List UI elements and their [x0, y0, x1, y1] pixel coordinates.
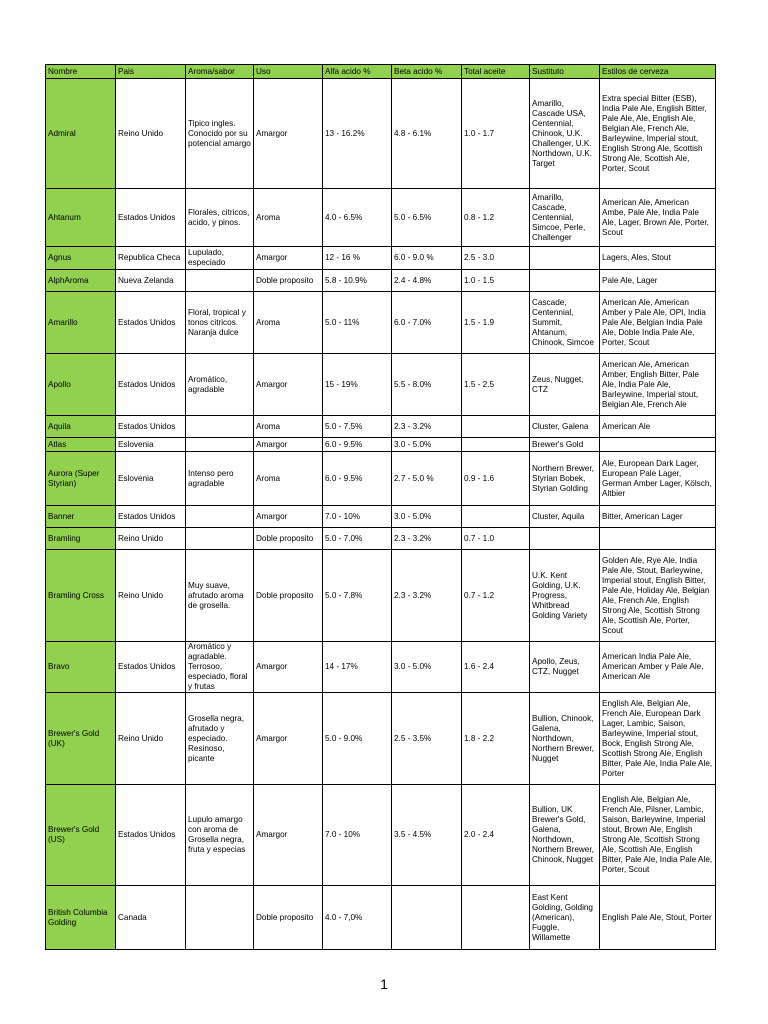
cell-oil: 1.0 - 1.7 — [462, 79, 530, 189]
cell-name: Admiral — [46, 79, 116, 189]
cell-aroma: Tipico ingles. Conocido por su potencial amargo — [186, 79, 254, 189]
cell-name: Agnus — [46, 247, 116, 270]
cell-substitute — [530, 247, 600, 270]
cell-name: Ahtanum — [46, 189, 116, 247]
table-row — [46, 452, 716, 506]
table-row — [46, 416, 716, 438]
cell-substitute: East Kent Golding, Golding (American), Fuggle, Willamette — [530, 886, 600, 950]
cell-country: Reino Unido — [116, 693, 186, 785]
cell-oil — [462, 506, 530, 528]
cell-country: Reino Unido — [116, 528, 186, 550]
table-row — [46, 506, 716, 528]
cell-name: Bramling — [46, 528, 116, 550]
table-row — [46, 354, 716, 416]
cell-styles — [600, 528, 716, 550]
cell-oil: 2.0 - 2.4 — [462, 785, 530, 886]
cell-use: Amargor — [254, 247, 323, 270]
cell-aroma — [186, 416, 254, 438]
header-name: Nombre — [46, 65, 116, 79]
cell-country: Estados Unidos — [116, 642, 186, 693]
cell-name: Brewer's Gold (US) — [46, 785, 116, 886]
cell-name: AlphAroma — [46, 270, 116, 292]
cell-oil: 0.8 - 1.2 — [462, 189, 530, 247]
table-row — [46, 642, 716, 693]
cell-name: Brewer's Gold (UK) — [46, 693, 116, 785]
cell-oil — [462, 416, 530, 438]
cell-beta — [392, 886, 462, 950]
cell-use: Amargor — [254, 642, 323, 693]
cell-alpha: 4.0 - 6.5% — [323, 189, 392, 247]
cell-use: Amargor — [254, 693, 323, 785]
cell-name: Amarillo — [46, 292, 116, 354]
cell-styles: Ale, European Dark Lager, European Pale Lager, German Amber Lager, Kölsch, Altbier — [600, 452, 716, 506]
table-row — [46, 189, 716, 247]
cell-styles: Extra special Bitter (ESB), India Pale Ale, English Bitter, Pale Ale, Ale, English Ale, Belgian Ale, French Ale, Barleywine, Imperial stout, English Strong Ale, Scottish Strong Ale, Scottish Ale, Porter, Scout — [600, 79, 716, 189]
cell-alpha: 7.0 - 10% — [323, 785, 392, 886]
page-number: 1 — [380, 976, 388, 992]
cell-aroma: Intenso pero agradable — [186, 452, 254, 506]
cell-oil: 1.0 - 1.5 — [462, 270, 530, 292]
cell-country: Republica Checa — [116, 247, 186, 270]
cell-substitute — [530, 270, 600, 292]
cell-country: Estados Unidos — [116, 189, 186, 247]
table-body — [46, 79, 716, 950]
cell-use: Aroma — [254, 292, 323, 354]
cell-name: Bramling Cross — [46, 550, 116, 642]
cell-substitute: Cascade, Centennial, Summit, Ahtanum, Chinook, Simcoe — [530, 292, 600, 354]
cell-substitute — [530, 528, 600, 550]
cell-alpha: 5.8 - 10.9% — [323, 270, 392, 292]
cell-use: Amargor — [254, 438, 323, 452]
cell-oil: 0.7 - 1.0 — [462, 528, 530, 550]
table-row — [46, 785, 716, 886]
cell-beta: 5.5 - 8.0% — [392, 354, 462, 416]
cell-beta: 6.0 - 7.0% — [392, 292, 462, 354]
cell-styles: English Pale Ale, Stout, Porter — [600, 886, 716, 950]
cell-use: Amargor — [254, 506, 323, 528]
cell-styles: Pale Ale, Lager — [600, 270, 716, 292]
cell-oil — [462, 886, 530, 950]
cell-substitute: Cluster, Galena — [530, 416, 600, 438]
header-use: Uso — [254, 65, 323, 79]
header-alpha: Alfa acido % — [323, 65, 392, 79]
cell-country: Eslovenia — [116, 438, 186, 452]
cell-beta: 4.8 - 6.1% — [392, 79, 462, 189]
header-styles: Estilos de cerveza — [600, 65, 716, 79]
cell-beta: 2.3 - 3.2% — [392, 550, 462, 642]
cell-use: Amargor — [254, 79, 323, 189]
cell-aroma: Aromático y agradable. Terrosoo, especiado, floral y frutas — [186, 642, 254, 693]
cell-country: Estados Unidos — [116, 785, 186, 886]
cell-aroma: Florales, citricos, acido, y pinos. — [186, 189, 254, 247]
cell-styles: American Ale, American Ambe, Pale Ale, India Pale Ale, Lager, Brown Ale, Porter, Scout — [600, 189, 716, 247]
cell-aroma: Muy suave, afrutado aroma de grosella. — [186, 550, 254, 642]
cell-name: Bravo — [46, 642, 116, 693]
table-row — [46, 292, 716, 354]
cell-alpha: 6.0 - 9.5% — [323, 452, 392, 506]
header-substitute: Sustituto — [530, 65, 600, 79]
cell-substitute: Cluster, Aquila — [530, 506, 600, 528]
header-row — [46, 65, 716, 79]
table-row — [46, 550, 716, 642]
cell-alpha: 12 - 16 % — [323, 247, 392, 270]
cell-oil: 0.9 - 1.6 — [462, 452, 530, 506]
cell-beta: 2.5 - 3.5% — [392, 693, 462, 785]
cell-beta: 3.0 - 5.0% — [392, 642, 462, 693]
cell-alpha: 13 - 16.2% — [323, 79, 392, 189]
cell-alpha: 7.0 - 10% — [323, 506, 392, 528]
header-oil: Total aceite — [462, 65, 530, 79]
cell-use: Doble proposito — [254, 270, 323, 292]
header-aroma: Aroma/sabor — [186, 65, 254, 79]
cell-styles: Bitter, American Lager — [600, 506, 716, 528]
table-row — [46, 886, 716, 950]
cell-aroma: Lupulo amargo con aroma de Grosella negra, fruta y especias — [186, 785, 254, 886]
cell-country: Estados Unidos — [116, 416, 186, 438]
cell-beta: 5.0 - 6.5% — [392, 189, 462, 247]
cell-country: Estados Unidos — [116, 506, 186, 528]
cell-oil: 1.8 - 2.2 — [462, 693, 530, 785]
cell-alpha: 5.0 - 7.5% — [323, 416, 392, 438]
cell-aroma: Aromático, agradable — [186, 354, 254, 416]
cell-alpha: 4.0 - 7,0% — [323, 886, 392, 950]
cell-styles: American India Pale Ale, American Amber y Pale Ale, American Ale — [600, 642, 716, 693]
cell-country: Estados Unidos — [116, 292, 186, 354]
cell-aroma — [186, 506, 254, 528]
cell-aroma: Lupulado, especiado — [186, 247, 254, 270]
cell-oil: 1.6 - 2.4 — [462, 642, 530, 693]
cell-oil: 0.7 - 1.2 — [462, 550, 530, 642]
cell-substitute: Zeus, Nugget, CTZ — [530, 354, 600, 416]
cell-aroma: Floral, tropical y tonos citricos. Naranja dulce — [186, 292, 254, 354]
cell-beta: 3.0 - 5.0% — [392, 506, 462, 528]
cell-use: Amargor — [254, 354, 323, 416]
table-row — [46, 79, 716, 189]
table-row — [46, 693, 716, 785]
table-row — [46, 438, 716, 452]
header-beta: Beta acido % — [392, 65, 462, 79]
cell-alpha: 5.0 - 11% — [323, 292, 392, 354]
cell-name: Apollo — [46, 354, 116, 416]
cell-beta: 2.7 - 5.0 % — [392, 452, 462, 506]
cell-styles — [600, 438, 716, 452]
cell-oil: 2.5 - 3.0 — [462, 247, 530, 270]
cell-substitute: Bullion, Chinook, Galena, Northdown, Northern Brewer, Nugget — [530, 693, 600, 785]
cell-name: Atlas — [46, 438, 116, 452]
table-row — [46, 528, 716, 550]
cell-use: Aroma — [254, 452, 323, 506]
cell-substitute: Bullion, UK Brewer's Gold, Galena, Northdown, Northern Brewer, Chinook, Nugget — [530, 785, 600, 886]
cell-beta: 2.3 - 3.2% — [392, 416, 462, 438]
cell-alpha: 14 - 17% — [323, 642, 392, 693]
cell-substitute: Amarillo, Cascade USA, Centennial, Chinook, U.K. Challenger, U.K. Northdown, U.K. Target — [530, 79, 600, 189]
cell-beta: 3.5 - 4.5% — [392, 785, 462, 886]
cell-styles: Lagers, Ales, Stout — [600, 247, 716, 270]
cell-aroma — [186, 528, 254, 550]
cell-beta: 2.4 - 4.8% — [392, 270, 462, 292]
cell-styles: English Ale, Belgian Ale, French Ale, Pilsner, Lambic, Saison, Barleywine, Imperial stout, Brown Ale, English Strong Ale, Scottish Strong Ale, Scottish Ale, English Bitter, Pale Ale, India Pale Ale, Porter, Scout — [600, 785, 716, 886]
cell-styles: English Ale, Belgian Ale, French Ale, European Dark Lager, Lambic, Saison, Barleywine, Imperial stout, Bock, English Strong Ale, Scottish Strong Ale, English Bitter, Pale Ale, India Pale Ale, Porter — [600, 693, 716, 785]
cell-name: Banner — [46, 506, 116, 528]
cell-oil: 1.5 - 1.9 — [462, 292, 530, 354]
cell-country: Canada — [116, 886, 186, 950]
cell-styles: Golden Ale, Rye Ale, India Pale Ale, Stout, Barleywine, Imperial stout, English Bitter, Pale Ale, Holiday Ale, Belgian Ale, French Ale, English Strong Ale, Scottish Strong Ale, Scottish Ale, Porter, Scout — [600, 550, 716, 642]
cell-use: Doble proposito — [254, 528, 323, 550]
cell-name: Aquila — [46, 416, 116, 438]
cell-alpha: 5.0 - 7.8% — [323, 550, 392, 642]
cell-aroma — [186, 438, 254, 452]
cell-alpha: 15 - 19% — [323, 354, 392, 416]
cell-styles: American Ale — [600, 416, 716, 438]
cell-aroma: Grosella negra, afrutado y especiado. Resinoso, picante — [186, 693, 254, 785]
cell-name: Aurora (Super Styrian) — [46, 452, 116, 506]
cell-substitute: Amarillo, Cascade, Centennial, Simcoe, Perle, Challenger — [530, 189, 600, 247]
cell-substitute: Apollo, Zeus, CTZ, Nugget — [530, 642, 600, 693]
table-row — [46, 247, 716, 270]
cell-substitute: U.K. Kent Golding, U.K. Progress, Whitbread Golding Variety — [530, 550, 600, 642]
cell-use: Aroma — [254, 189, 323, 247]
cell-oil: 1.5 - 2.5 — [462, 354, 530, 416]
cell-use: Doble proposito — [254, 886, 323, 950]
cell-aroma — [186, 886, 254, 950]
cell-country: Estados Unidos — [116, 354, 186, 416]
cell-oil — [462, 438, 530, 452]
cell-use: Amargor — [254, 785, 323, 886]
cell-substitute: Northern Brewer, Styrian Bobek, Styrian Golding — [530, 452, 600, 506]
cell-name: British Columbia Golding — [46, 886, 116, 950]
cell-use: Aroma — [254, 416, 323, 438]
cell-substitute: Brewer's Gold — [530, 438, 600, 452]
cell-aroma — [186, 270, 254, 292]
cell-alpha: 5.0 - 9.0% — [323, 693, 392, 785]
cell-country: Eslovenia — [116, 452, 186, 506]
cell-beta: 2.3 - 3.2% — [392, 528, 462, 550]
cell-alpha: 6.0 - 9.5% — [323, 438, 392, 452]
header-country: Pais — [116, 65, 186, 79]
cell-beta: 3.0 - 5.0% — [392, 438, 462, 452]
cell-country: Reino Unido — [116, 550, 186, 642]
cell-alpha: 5.0 - 7.0% — [323, 528, 392, 550]
cell-use: Doble proposito — [254, 550, 323, 642]
cell-country: Nueva Zelanda — [116, 270, 186, 292]
cell-styles: American Ale, American Amber, English Bitter, Pale Ale, India Pale Ale, Barleywine, Imperial stout, Belgian Ale, French Ale — [600, 354, 716, 416]
cell-styles: American Ale, American Amber y Pale Ale, OPI, India Pale Ale, Belgian India Pale Ale, Doble India Pale Ale, Porter, Scout — [600, 292, 716, 354]
cell-country: Reino Unido — [116, 79, 186, 189]
table-row — [46, 270, 716, 292]
cell-beta: 6.0 - 9.0 % — [392, 247, 462, 270]
hops-table — [45, 64, 716, 950]
